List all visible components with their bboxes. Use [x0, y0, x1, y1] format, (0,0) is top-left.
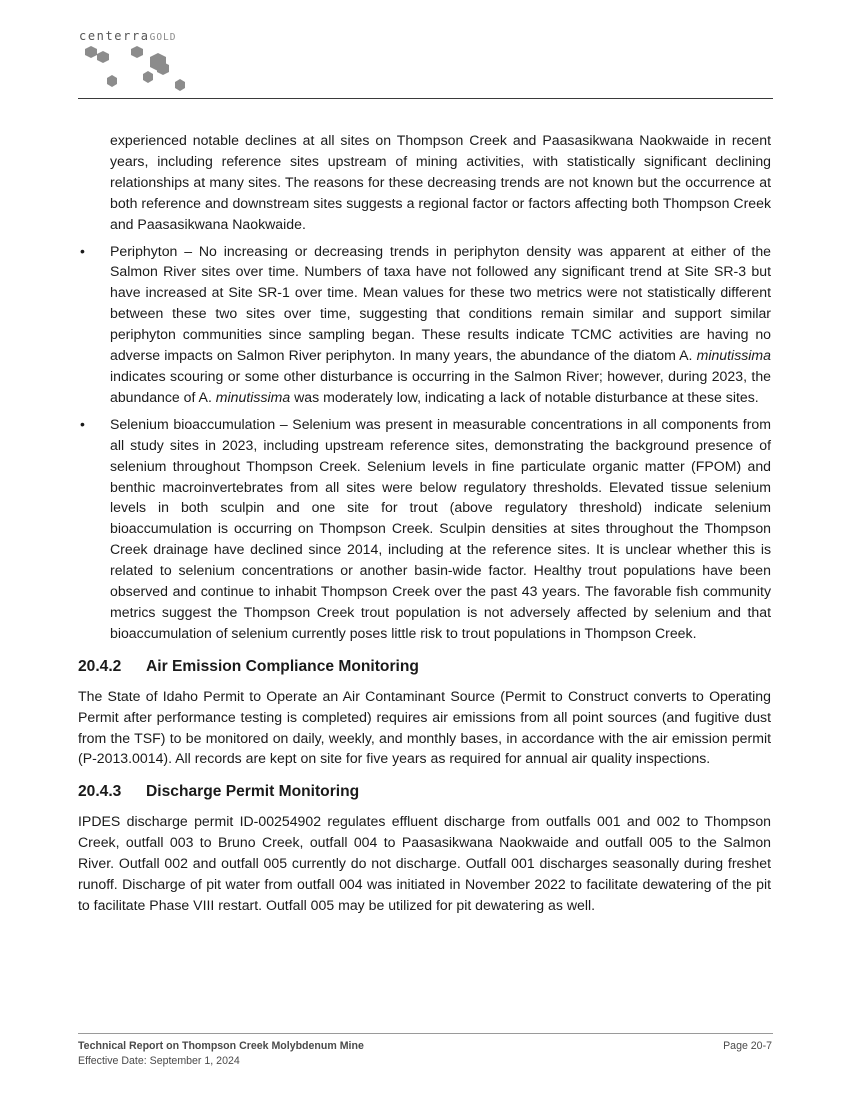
selenium-paragraph: Selenium bioaccumulation – Selenium was present in measurable concentrations in all components from all study sites in 2023, including upstream reference sites, demonstrating the background presence of selenium throughout Thompson Creek. Selenium levels in fine particulate organic matter (FPOM) and benthic macroinvertebrates from all sites were below regulatory thresholds. Elevated tissue selenium levels in both sculpin and one site for trout (above regulatory threshold) indicate selenium bioaccumulation is occurring on Thompson Creek. Sculpin densities at sites throughout the Thompson Creek drainage have declined since 2014, including at the reference sites. It is unclear whether this is related to selenium concentrations or another basin-wide factor. Healthy trout populations have been observed and continue to inhabit Thompson Creek over the past 43 years. The favorable fish community metrics suggest the Thompson Creek trout population is not adversely affected by selenium and that bioaccumulation of selenium currently poses little risk to trout populations in Thompson Creek.	[110, 415, 771, 641]
section-heading-discharge-permit: 20.4.3 Discharge Permit Monitoring	[78, 783, 360, 801]
main-content	[78, 130, 771, 916]
continued-paragraph: experienced notable declines at all sites on Thompson Creek and Paasasikwana Naokwaide in recent years, including reference sites upstream of mining activities, with statistically significant declining relationships at many sites. The reasons for these decreasing trends are not known but the occurrence at both reference and downstream sites suggests a regional factor or factors affecting both Thompson Creek and Paasasikwana Naokwaide.	[110, 132, 771, 232]
hexagon-cluster-icon	[79, 44, 199, 96]
list-item-periphyton	[78, 241, 771, 408]
logo-wordmark: centerraGOLD	[79, 29, 177, 43]
air-emission-paragraph: The State of Idaho Permit to Operate an Air Contaminant Source (Permit to Construct converts to Operating Permit after performance testing is completed) requires air emissions from all point sources (and fugitive dust from the TSF) to be monitored on daily, weekly, and monthly bases, in accordance with the air emission permit (P-2013.0014). All records are kept on site for five years as required for annual air quality inspections.	[78, 687, 771, 767]
footer-rule	[78, 1033, 773, 1034]
bullet-icon: •	[80, 242, 85, 259]
periphyton-paragraph: Periphyton – No increasing or decreasing trends in periphyton density was apparent at either of the Salmon River sites over time. Numbers of taxa have not followed any significant trend at Site SR-3 but have increased at Site SR-1 over time. Mean values for these two metrics were not statistically different between these two sites over time, suggesting that conditions remain similar and support similar periphyton communities since sampling began. These results indicate TCMC activities are having no adverse impacts on Salmon River periphyton. In many years, the abundance of the diatom A. minutissima indicates scouring or some other disturbance is occurring in the Salmon River; however, during 2023, the abundance of A. minutissima was moderately low, indicating a lack of notable disturbance at these sites.	[110, 242, 771, 405]
footer-page-number: Page 20-7	[723, 1040, 772, 1052]
footer-effective-date: Effective Date: September 1, 2024	[78, 1055, 240, 1067]
list-item-selenium	[78, 414, 771, 644]
footer-report-title: Technical Report on Thompson Creek Molybdenum Mine	[78, 1040, 364, 1052]
section-heading-air-emission: 20.4.2 Air Emission Compliance Monitoring	[78, 657, 419, 675]
header-rule	[78, 98, 773, 99]
bullet-list	[78, 241, 771, 644]
discharge-permit-paragraph: IPDES discharge permit ID-00254902 regulates effluent discharge from outfalls 001 and 002 to Thompson Creek, outfall 003 to Bruno Creek, outfall 004 to Paasasikwana Naokwaide and outfall 005 to the Salmon River. Outfall 002 and outfall 005 currently do not discharge. Outfall 001 discharges seasonally during freshet runoff. Discharge of pit water from outfall 004 was initiated in November 2022 to facilitate dewatering of the pit to facilitate Phase VIII restart. Outfall 005 may be utilized for pit dewatering as well.	[78, 813, 771, 913]
company-logo	[79, 29, 209, 95]
bullet-icon: •	[80, 415, 85, 432]
